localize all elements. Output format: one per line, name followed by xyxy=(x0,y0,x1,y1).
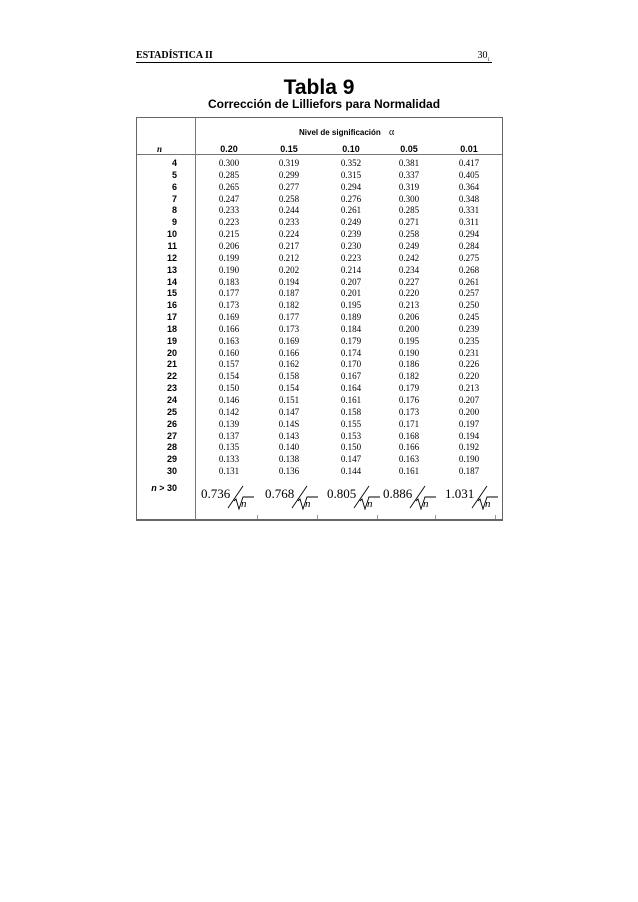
critical-value-cell: 0.194 xyxy=(278,277,300,287)
row-n-value: 16 xyxy=(166,300,177,310)
critical-value-cell: 0.250 xyxy=(458,300,480,310)
critical-value-cell: 0.284 xyxy=(458,241,480,251)
row-n-value: 15 xyxy=(166,288,177,298)
bottom-tick xyxy=(377,515,378,519)
row-n-value: 24 xyxy=(166,395,177,405)
critical-value-cell: 0.247 xyxy=(218,194,240,204)
critical-value-cell: 0.261 xyxy=(340,205,362,215)
row-n-value: 29 xyxy=(166,454,177,464)
critical-value-cell: 0.234 xyxy=(398,265,420,275)
critical-value-cell: 0.258 xyxy=(278,194,300,204)
critical-value-cell: 0.213 xyxy=(398,300,420,310)
critical-value-cell: 0.158 xyxy=(278,371,300,381)
critical-value-cell: 0.300 xyxy=(398,194,420,204)
critical-value-cell: 0.194 xyxy=(458,431,480,441)
formula-radicand: n xyxy=(367,498,373,510)
large-n-formula xyxy=(265,484,335,514)
critical-value-cell: 0.405 xyxy=(458,170,480,180)
critical-value-cell: 0.190 xyxy=(398,348,420,358)
row-n-value: 30 xyxy=(166,466,177,476)
row-n-value: 27 xyxy=(166,431,177,441)
critical-value-cell: 0.285 xyxy=(218,170,240,180)
row-n-value: 7 xyxy=(171,194,177,204)
alpha-column-header: 0.20 xyxy=(220,144,238,154)
critical-value-cell: 0.166 xyxy=(278,348,300,358)
critical-value-cell: 0.233 xyxy=(218,205,240,215)
critical-value-cell: 0.179 xyxy=(340,336,362,346)
alpha-column-header: 0.05 xyxy=(400,144,418,154)
critical-value-cell: 0.150 xyxy=(218,383,240,393)
critical-value-cell: 0.173 xyxy=(278,324,300,334)
critical-value-cell: 0.261 xyxy=(458,277,480,287)
critical-value-cell: 0.226 xyxy=(458,359,480,369)
critical-value-cell: 0.364 xyxy=(458,182,480,192)
critical-value-cell: 0.202 xyxy=(278,265,300,275)
critical-value-cell: 0.158 xyxy=(340,407,362,417)
critical-value-cell: 0.177 xyxy=(278,312,300,322)
formula-radicand: n xyxy=(305,498,311,510)
critical-value-cell: 0.299 xyxy=(278,170,300,180)
critical-value-cell: 0.212 xyxy=(278,253,300,263)
formula-numerator: 0.805 xyxy=(327,486,357,501)
formula-radicand: n xyxy=(485,498,491,510)
critical-value-cell: 0.14S xyxy=(278,419,300,429)
critical-value-cell: 0.381 xyxy=(398,158,420,168)
formula-numerator: 0.768 xyxy=(265,486,295,501)
critical-value-cell: 0.227 xyxy=(398,277,420,287)
critical-value-cell: 0.155 xyxy=(340,419,362,429)
critical-value-cell: 0.239 xyxy=(340,229,362,239)
critical-value-cell: 0.233 xyxy=(278,217,300,227)
row-n-value: 17 xyxy=(166,312,177,322)
row-n-value: 25 xyxy=(166,407,177,417)
alpha-symbol: α xyxy=(389,127,395,138)
header-divider xyxy=(137,154,502,155)
critical-value-cell: 0.161 xyxy=(398,466,420,476)
critical-value-cell: 0.319 xyxy=(278,158,300,168)
critical-value-cell: 0.167 xyxy=(340,371,362,381)
critical-value-cell: 0.169 xyxy=(278,336,300,346)
critical-value-cell: 0.337 xyxy=(398,170,420,180)
critical-value-cell: 0.166 xyxy=(218,324,240,334)
critical-value-cell: 0.275 xyxy=(458,253,480,263)
n-column-header: n xyxy=(157,144,163,154)
critical-value-cell: 0.311 xyxy=(459,217,479,227)
critical-value-cell: 0.154 xyxy=(278,383,300,393)
critical-value-cell: 0.147 xyxy=(278,407,300,417)
table-title: Tabla 9 xyxy=(283,76,355,99)
critical-value-cell: 0.277 xyxy=(278,182,300,192)
critical-value-cell: 0.315 xyxy=(340,170,362,180)
critical-value-cell: 0.294 xyxy=(458,229,480,239)
row-n-value: 10 xyxy=(166,229,177,239)
critical-value-cell: 0.230 xyxy=(340,241,362,251)
row-n-value: 8 xyxy=(171,205,177,215)
header-course-title: ESTADÍSTICA II xyxy=(136,50,213,61)
critical-value-cell: 0.154 xyxy=(218,371,240,381)
critical-value-cell: 0.162 xyxy=(278,359,300,369)
critical-value-cell: 0.249 xyxy=(340,217,362,227)
critical-value-cell: 0.206 xyxy=(398,312,420,322)
critical-value-cell: 0.242 xyxy=(398,253,420,263)
critical-value-cell: 0.207 xyxy=(458,395,480,405)
critical-value-cell: 0.417 xyxy=(458,158,480,168)
critical-value-cell: 0.177 xyxy=(218,288,240,298)
critical-value-cell: 0.144 xyxy=(340,466,362,476)
row-n-value: 23 xyxy=(166,383,177,393)
significance-level-label: Nivel de significación xyxy=(299,128,381,137)
critical-value-cell: 0.138 xyxy=(278,454,300,464)
critical-value-cell: 0.169 xyxy=(218,312,240,322)
critical-value-cell: 0.160 xyxy=(218,348,240,358)
critical-value-cell: 0.206 xyxy=(218,241,240,251)
formula-radicand: n xyxy=(241,498,247,510)
critical-value-cell: 0.171 xyxy=(398,419,420,429)
critical-value-cell: 0.189 xyxy=(340,312,362,322)
critical-value-cell: 0.285 xyxy=(398,205,420,215)
row-n-value: 18 xyxy=(166,324,177,334)
critical-value-cell: 0.182 xyxy=(278,300,300,310)
page-number: $30_1$ xyxy=(477,50,490,63)
critical-value-cell: 0.183 xyxy=(218,277,240,287)
critical-value-cell: 0.223 xyxy=(218,217,240,227)
critical-value-cell: 0.131 xyxy=(218,466,240,476)
formula-numerator: 1.031 xyxy=(445,486,475,501)
row-n-value: 13 xyxy=(166,265,177,275)
critical-value-cell: 0.150 xyxy=(340,442,362,452)
bottom-tick xyxy=(257,515,258,519)
critical-value-cell: 0.163 xyxy=(398,454,420,464)
critical-value-cell: 0.168 xyxy=(398,431,420,441)
critical-value-cell: 0.224 xyxy=(278,229,300,239)
critical-value-cell: 0.201 xyxy=(340,288,362,298)
critical-value-cell: 0.146 xyxy=(218,395,240,405)
critical-value-cell: 0.179 xyxy=(398,383,420,393)
bottom-tick xyxy=(435,515,436,519)
critical-value-cell: 0.215 xyxy=(218,229,240,239)
critical-value-cell: 0.207 xyxy=(340,277,362,287)
critical-value-cell: 0.331 xyxy=(458,205,480,215)
alpha-column-header: 0.10 xyxy=(342,144,360,154)
row-n-value: 22 xyxy=(166,371,177,381)
critical-value-cell: 0.139 xyxy=(218,419,240,429)
critical-value-cell: 0.192 xyxy=(458,442,480,452)
critical-value-cell: 0.199 xyxy=(218,253,240,263)
row-n-value: 4 xyxy=(171,158,177,168)
critical-value-cell: 0.190 xyxy=(458,454,480,464)
critical-value-cell: 0.195 xyxy=(340,300,362,310)
critical-value-cell: 0.300 xyxy=(218,158,240,168)
critical-value-cell: 0.176 xyxy=(398,395,420,405)
large-n-formula xyxy=(383,484,453,514)
critical-value-cell: 0.140 xyxy=(278,442,300,452)
page-header xyxy=(136,46,492,63)
critical-value-cell: 0.186 xyxy=(398,359,420,369)
critical-value-cell: 0.258 xyxy=(398,229,420,239)
critical-value-cell: 0.271 xyxy=(398,217,420,227)
critical-value-cell: 0.265 xyxy=(218,182,240,192)
critical-value-cell: 0.184 xyxy=(340,324,362,334)
critical-value-cell: 0.352 xyxy=(340,158,362,168)
row-n-value: 20 xyxy=(166,348,177,358)
row-n-value: 5 xyxy=(171,170,177,180)
row-n-value: 6 xyxy=(171,182,177,192)
critical-value-cell: 0.268 xyxy=(458,265,480,275)
critical-value-cell: 0.136 xyxy=(278,466,300,476)
critical-value-cell: 0.294 xyxy=(340,182,362,192)
critical-value-cell: 0.195 xyxy=(398,336,420,346)
large-n-formula xyxy=(201,484,271,514)
row-n-value: 26 xyxy=(166,419,177,429)
critical-value-cell: 0.142 xyxy=(218,407,240,417)
critical-value-cell: 0.187 xyxy=(278,288,300,298)
alpha-column-header: 0.15 xyxy=(280,144,298,154)
bottom-tick xyxy=(317,515,318,519)
critical-value-cell: 0.235 xyxy=(458,336,480,346)
table-subtitle: Corrección de Lilliefors para Normalidad xyxy=(207,97,441,111)
critical-value-cell: 0.223 xyxy=(340,253,362,263)
critical-value-cell: 0.239 xyxy=(458,324,480,334)
critical-value-cell: 0.220 xyxy=(398,288,420,298)
critical-value-cell: 0.173 xyxy=(398,407,420,417)
row-n-value: 28 xyxy=(166,442,177,452)
critical-value-cell: 0.137 xyxy=(218,431,240,441)
row-n-value: 21 xyxy=(166,359,177,369)
critical-value-cell: 0.220 xyxy=(458,371,480,381)
critical-value-cell: 0.276 xyxy=(340,194,362,204)
bottom-strip xyxy=(195,515,502,519)
large-n-formula xyxy=(445,484,515,514)
critical-value-cell: 0.164 xyxy=(340,383,362,393)
critical-value-cell: 0.319 xyxy=(398,182,420,192)
critical-value-cell: 0.182 xyxy=(398,371,420,381)
critical-value-cell: 0.151 xyxy=(278,395,300,405)
formula-numerator: 0.736 xyxy=(201,486,231,501)
critical-value-cell: 0.143 xyxy=(278,431,300,441)
formula-radicand: n xyxy=(423,498,429,510)
lilliefors-table xyxy=(136,117,503,521)
row-n-value: 14 xyxy=(166,277,177,287)
critical-value-cell: 0.187 xyxy=(458,466,480,476)
critical-value-cell: 0.133 xyxy=(218,454,240,464)
critical-value-cell: 0.153 xyxy=(340,431,362,441)
row-n-value: 19 xyxy=(166,336,177,346)
critical-value-cell: 0.213 xyxy=(458,383,480,393)
formula-numerator: 0.886 xyxy=(383,486,413,501)
critical-value-cell: 0.174 xyxy=(340,348,362,358)
alpha-column-header: 0.01 xyxy=(460,144,478,154)
critical-value-cell: 0.244 xyxy=(278,205,300,215)
row-n-value: 12 xyxy=(166,253,177,263)
critical-value-cell: 0.245 xyxy=(458,312,480,322)
critical-value-cell: 0.217 xyxy=(278,241,300,251)
critical-value-cell: 0.214 xyxy=(340,265,362,275)
critical-value-cell: 0.200 xyxy=(398,324,420,334)
critical-value-cell: 0.173 xyxy=(218,300,240,310)
critical-value-cell: 0.170 xyxy=(340,359,362,369)
critical-value-cell: 0.135 xyxy=(218,442,240,452)
critical-value-cell: 0.197 xyxy=(458,419,480,429)
critical-value-cell: 0.200 xyxy=(458,407,480,417)
critical-value-cell: 0.163 xyxy=(218,336,240,346)
critical-value-cell: 0.231 xyxy=(458,348,480,358)
critical-value-cell: 0.249 xyxy=(398,241,420,251)
bottom-tick xyxy=(495,515,496,519)
column-divider xyxy=(195,118,196,519)
large-n-label: n > 30 xyxy=(151,483,177,493)
row-n-value: 11 xyxy=(167,241,177,251)
critical-value-cell: 0.157 xyxy=(218,359,240,369)
critical-value-cell: 0.166 xyxy=(398,442,420,452)
row-n-value: 9 xyxy=(171,217,177,227)
critical-value-cell: 0.147 xyxy=(340,454,362,464)
critical-value-cell: 0.161 xyxy=(340,395,362,405)
critical-value-cell: 0.348 xyxy=(458,194,480,204)
critical-value-cell: 0.190 xyxy=(218,265,240,275)
critical-value-cell: 0.257 xyxy=(458,288,480,298)
